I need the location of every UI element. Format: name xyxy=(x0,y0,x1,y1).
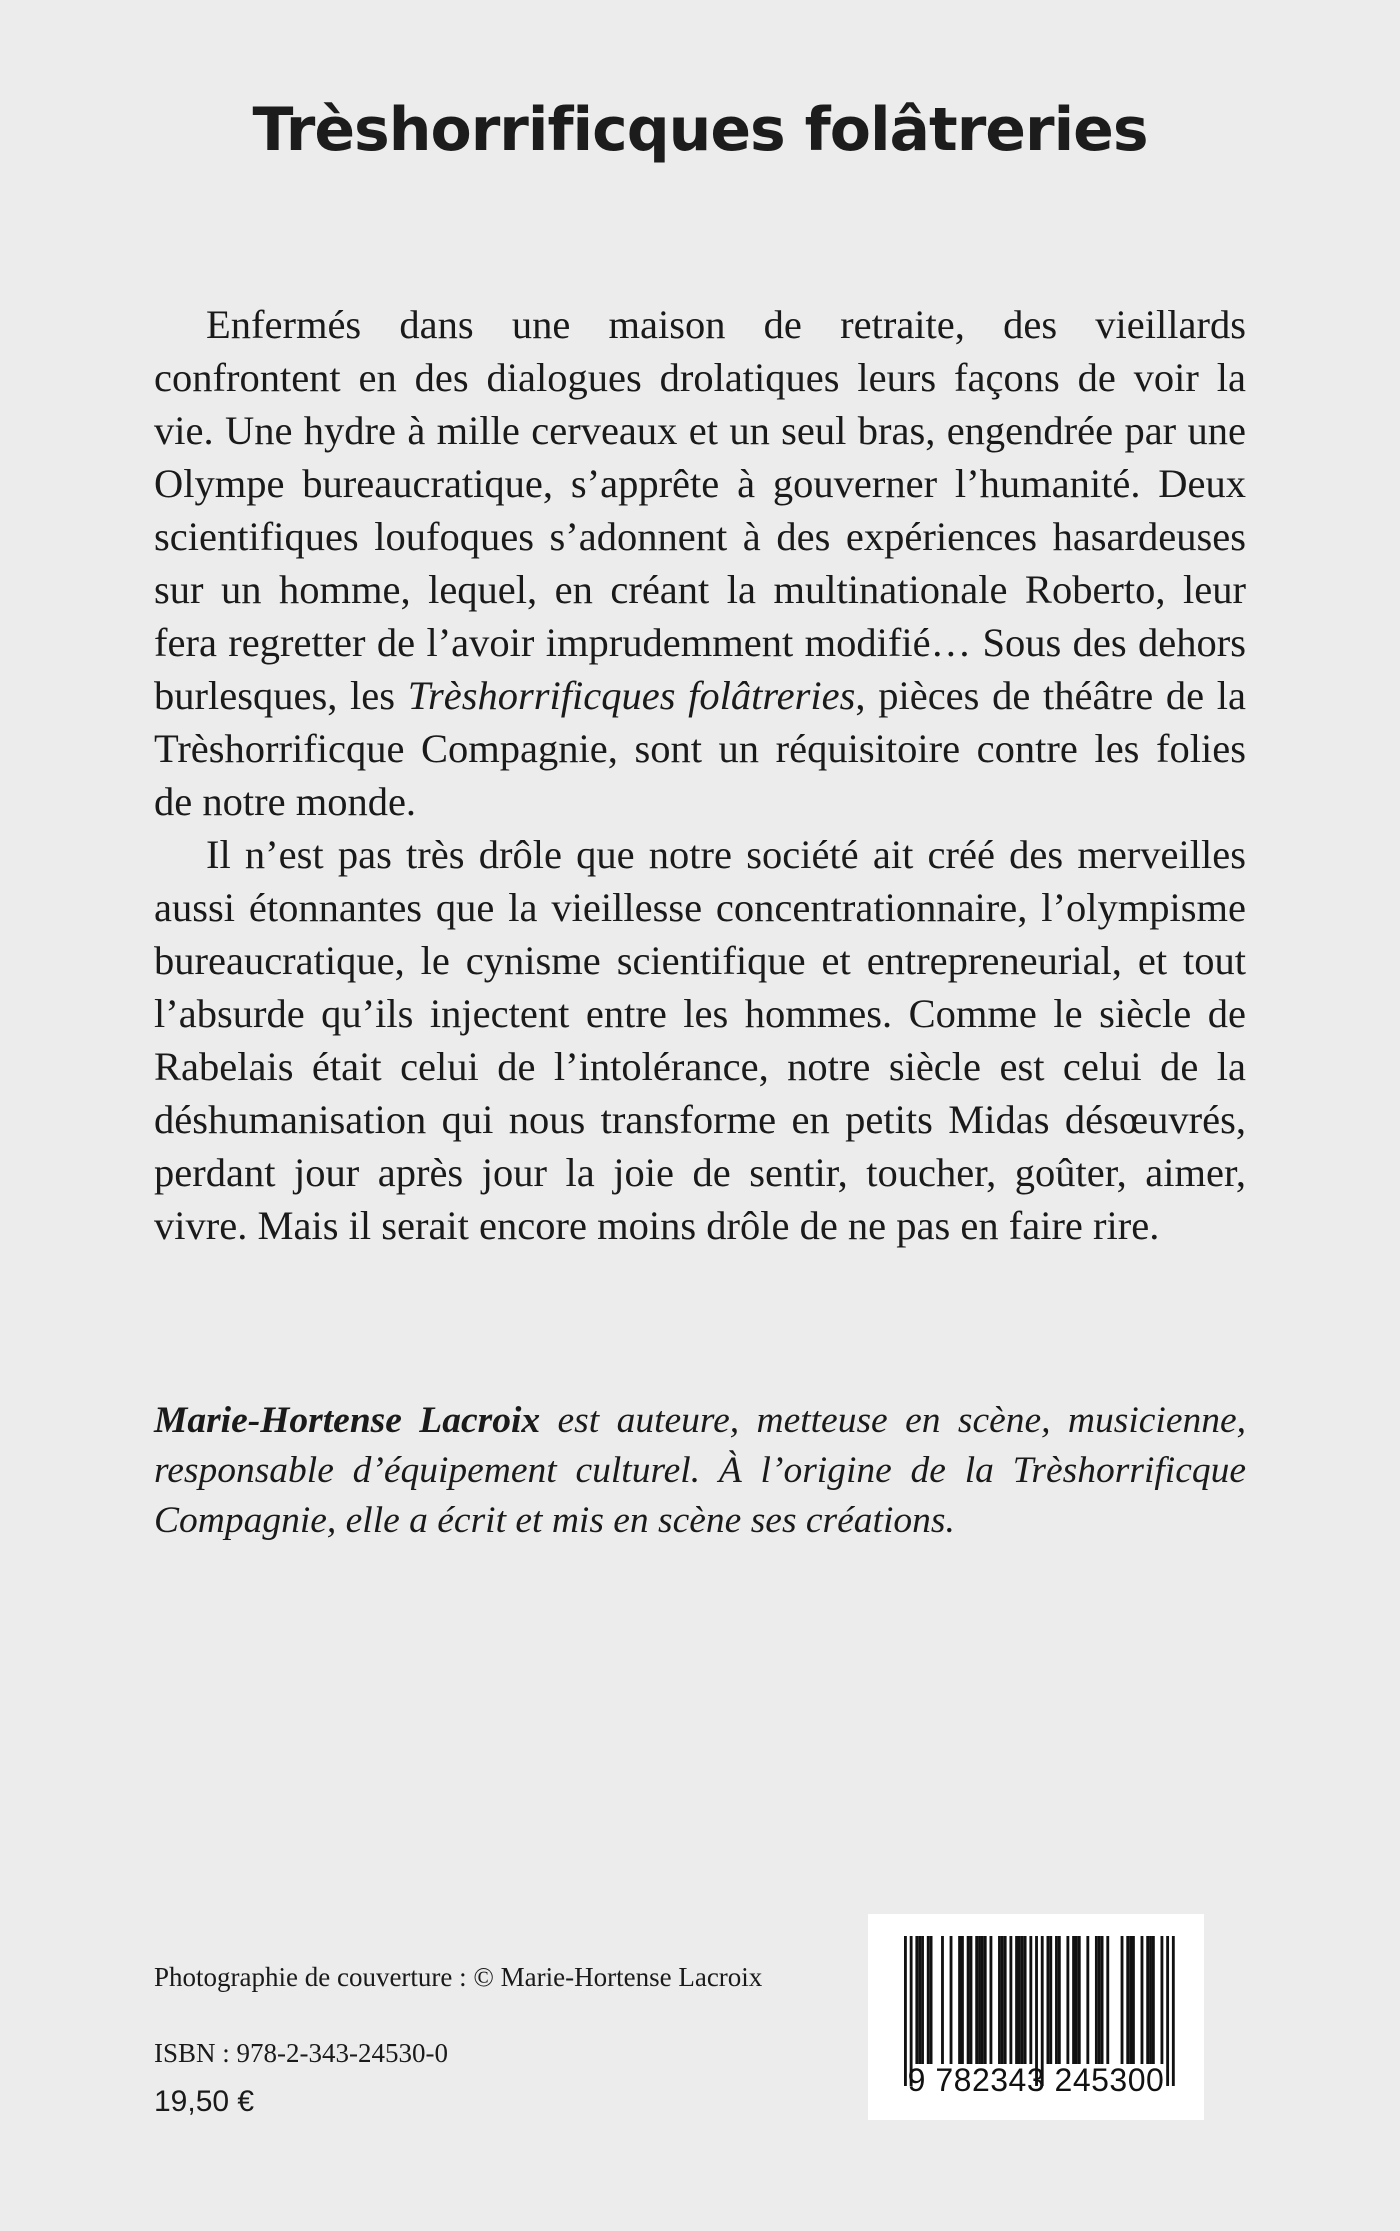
blurb-paragraph-2: Il n’est pas très drôle que notre société ait créé des merveilles aussi étonnantes que la vieillesse concentrationnaire, l’olympisme bureaucratique, le cynisme scientifique et entrepreneurial, et tout l’absurde qu’ils injectent entre les hommes. Comme le siècle de Rabelais était celui de l’intolérance, notre siècle est celui de la déshumanisation qui nous transforme en petits Midas désœuvrés, perdant jour après jour la joie de sentir, toucher, goûter, aimer, vivre. Mais il serait encore moins drôle de ne pas en faire rire. xyxy=(154,832,1246,1248)
barcode-bar xyxy=(1161,1936,1164,2064)
barcode-bar xyxy=(1021,1936,1024,2064)
barcode-bar xyxy=(970,1936,973,2064)
author-bio xyxy=(154,1396,1246,1546)
author-bio-text: est auteure, metteuse en scène, musicienne, responsable d’équipement culturel. À l’origine de la Trèshorrificque Compagnie, elle a écrit et mis en scène ses créations. xyxy=(154,1400,1246,1541)
barcode-bar xyxy=(921,1936,924,2064)
barcode-bar xyxy=(975,1936,978,2064)
barcode-bar xyxy=(998,1936,1001,2064)
barcode-bar xyxy=(1018,1936,1021,2064)
barcode-bar xyxy=(1149,1936,1152,2064)
barcode-bar xyxy=(981,1936,984,2064)
barcode-digits: 9 782343 245300 xyxy=(907,2062,1165,2098)
barcode-bar xyxy=(1049,1936,1052,2064)
price-label: 19,50 € xyxy=(154,2085,255,2118)
barcode-bar xyxy=(1024,1936,1027,2064)
back-cover-blurb xyxy=(154,298,1246,1252)
barcode-bar xyxy=(930,1936,933,2064)
barcode-bar xyxy=(1072,1936,1075,2064)
barcode-bar xyxy=(1132,1936,1135,2064)
blurb-p1-title-italic: Trèshorrificques folâtreries xyxy=(407,673,856,718)
barcode-bar xyxy=(1078,1936,1081,2064)
barcode-bar xyxy=(1009,1936,1012,2064)
barcode-bar xyxy=(1146,1936,1149,2064)
barcode-bar xyxy=(1098,1936,1101,2064)
barcode-bar xyxy=(941,1936,944,2064)
barcode-bar xyxy=(915,1936,918,2064)
barcode-bar xyxy=(950,1936,953,2064)
barcode-bar xyxy=(1004,1936,1007,2064)
barcode-bar xyxy=(961,1936,964,2064)
isbn-label: ISBN : 978-2-343-24530-0 xyxy=(154,2038,448,2068)
barcode-bar xyxy=(1058,1936,1061,2064)
barcode-bar xyxy=(984,1936,987,2064)
book-title: Trèshorrificques folâtreries xyxy=(252,95,1148,165)
barcode-bar xyxy=(967,1936,970,2064)
barcode-bar xyxy=(1029,1936,1032,2064)
barcode-bar xyxy=(1095,1936,1098,2064)
barcode-bar xyxy=(1047,1936,1050,2064)
barcode-bar xyxy=(1101,1936,1104,2064)
barcode-bar xyxy=(1075,1936,1078,2064)
barcode-bar xyxy=(1086,1936,1089,2064)
barcode-bar xyxy=(1015,1936,1018,2064)
barcode-bar xyxy=(1066,1936,1069,2064)
barcode-bar xyxy=(958,1936,961,2064)
barcode-bar xyxy=(1001,1936,1004,2064)
barcode-bar xyxy=(1055,1936,1058,2064)
barcode-bar xyxy=(1141,1936,1144,2064)
author-name: Marie-Hortense Lacroix xyxy=(154,1400,541,1441)
blurb-paragraph-1 xyxy=(154,298,1246,828)
barcode-bar xyxy=(978,1936,981,2064)
barcode-bar xyxy=(918,1936,921,2064)
photo-credit: Photographie de couverture : © Marie-Hortense Lacroix xyxy=(154,1962,763,1992)
barcode xyxy=(868,1914,1204,2120)
barcode-bar xyxy=(1126,1936,1129,2064)
barcode-bar xyxy=(1129,1936,1132,2064)
barcode-bar xyxy=(927,1936,930,2064)
barcode-bar xyxy=(990,1936,993,2064)
blurb-p1-text-after: , pièces de théâtre de la Trèshorrificque Compagnie, sont un réquisitoire contre les folies de notre monde. xyxy=(154,673,1246,824)
barcode-bar xyxy=(1121,1936,1124,2064)
blurb-p1-text-before: Enfermés dans une maison de retraite, des vieillards confrontent en des dialogues drolatiques leurs façons de voir la vie. Une hydre à mille cerveaux et un seul bras, engendrée par une Olympe bureaucratique, s’apprête à gouverner l’humanité. Deux scientifiques loufoques s’adonnent à des expériences hasardeuses sur un homme, lequel, en créant la multinationale Roberto, leur fera regretter de l’avoir imprudemment modifié… Sous des dehors burlesques, les xyxy=(154,302,1246,718)
barcode-bar xyxy=(1152,1936,1155,2064)
barcode-bar xyxy=(1106,1936,1109,2064)
